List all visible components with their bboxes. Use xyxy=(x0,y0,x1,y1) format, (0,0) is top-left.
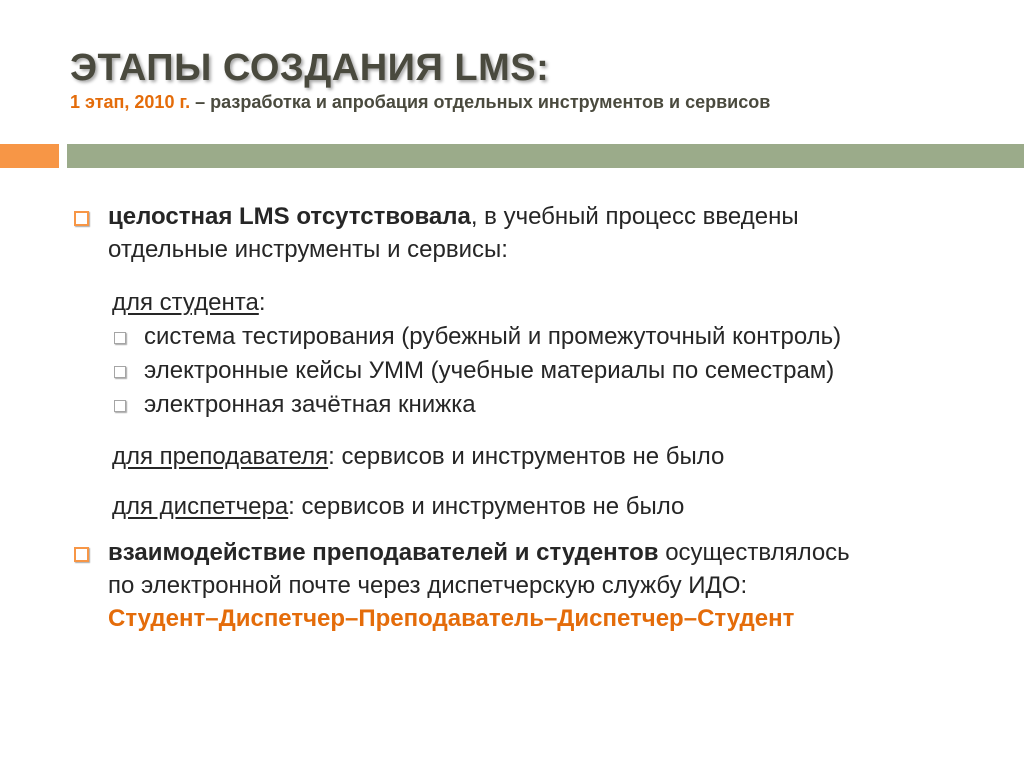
bullet-interaction-line2: по электронной почте через диспетчерскую службу ИДО: xyxy=(108,572,748,599)
checkbox-bullet-icon xyxy=(114,366,126,378)
checkbox-bullet-icon xyxy=(114,332,126,344)
student-label: для студента xyxy=(112,289,259,316)
dispatcher-text: : сервисов и инструментов не было xyxy=(288,493,685,520)
bullet-lms-absent xyxy=(72,200,1002,266)
dispatcher-group xyxy=(72,490,1002,524)
bullet-lms-absent-rest: , в учебный процесс введены xyxy=(470,203,799,230)
student-item xyxy=(112,354,1002,388)
bullet-interaction-line1 xyxy=(108,536,1002,569)
student-group xyxy=(72,286,1002,422)
student-item-text: система тестирования (рубежный и промежуточный контроль) xyxy=(144,323,842,350)
checkbox-bullet-icon xyxy=(114,400,126,412)
student-heading xyxy=(112,286,1002,320)
dispatcher-label: для диспетчера xyxy=(112,493,289,520)
checkbox-bullet-icon xyxy=(74,547,89,562)
bullet-interaction-bold: взаимодействие преподавателей и студентов xyxy=(108,539,659,566)
accent-bar-orange xyxy=(0,144,59,168)
teacher-group xyxy=(72,440,1002,474)
dispatcher-line xyxy=(112,490,1002,524)
bullet-lms-absent-line1 xyxy=(108,200,1002,233)
slide-title: ЭТАПЫ СОЗДАНИЯ LMS: xyxy=(70,47,550,89)
teacher-line xyxy=(112,440,1002,474)
subtitle-stage: 1 этап, 2010 г. xyxy=(70,92,191,112)
bullet-lms-absent-bold: целостная LMS отсутствовала xyxy=(108,203,471,230)
student-item-text: электронные кейсы УММ (учебные материалы по семестрам) xyxy=(144,357,835,384)
subtitle-description: – разработка и апробация отдельных инструментов и сервисов xyxy=(190,92,771,112)
student-item xyxy=(112,388,1002,422)
teacher-label: для преподавателя xyxy=(112,443,329,470)
bullet-interaction xyxy=(72,536,1002,635)
teacher-text: : сервисов и инструментов не было xyxy=(328,443,725,470)
student-item xyxy=(112,320,1002,354)
bullet-interaction-rest: осуществлялось xyxy=(658,539,850,566)
student-suffix: : xyxy=(258,289,266,316)
checkbox-bullet-icon xyxy=(74,211,89,226)
bullet-lms-absent-line2: отдельные инструменты и сервисы: xyxy=(108,236,508,263)
slide-subtitle xyxy=(70,90,770,114)
accent-bar-green xyxy=(67,144,1024,168)
communication-flow: Студент–Диспетчер–Преподаватель–Диспетчер–Студент xyxy=(108,605,795,632)
slide-content xyxy=(72,200,1002,635)
student-item-text: электронная зачётная книжка xyxy=(144,391,476,418)
